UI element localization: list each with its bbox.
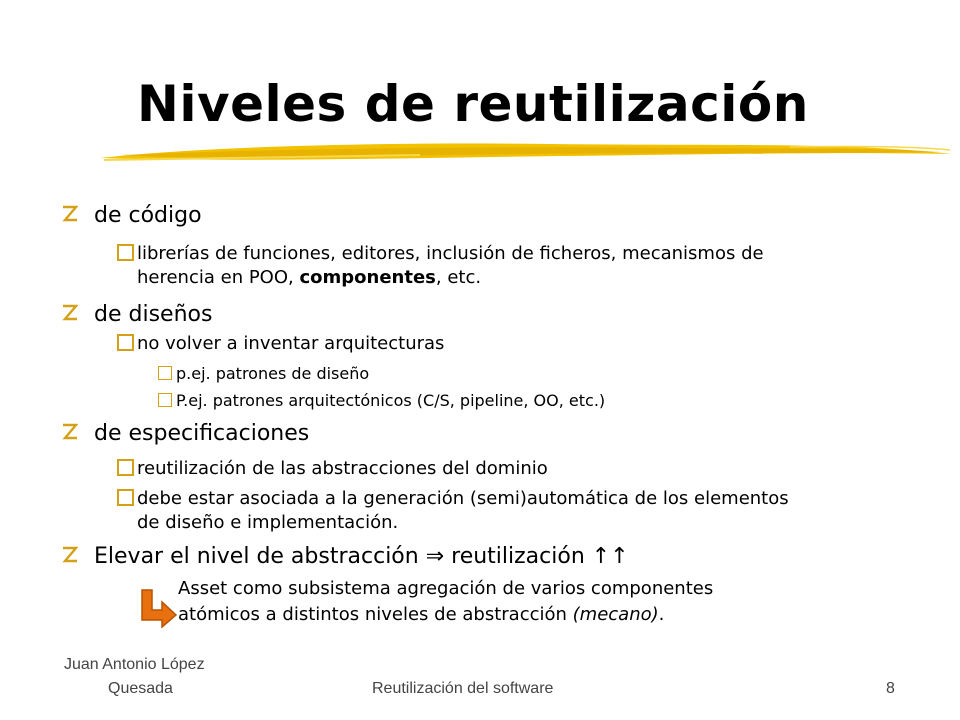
item-label: de diseños	[94, 302, 213, 327]
footer-author-line2: Quesada	[108, 680, 173, 697]
footer-author-line1: Juan Antonio López	[64, 656, 205, 673]
item-label: de especificaciones	[94, 421, 310, 446]
checkbox-bullet-icon	[117, 244, 134, 261]
title-underline-brush	[90, 128, 960, 178]
bullet-z-icon	[62, 304, 78, 322]
sub-item-text: no volver a inventar arquitecturas	[137, 333, 445, 354]
implies-icon: ⇒	[425, 544, 445, 569]
asset-description	[178, 576, 713, 628]
sub-sub-item-text: p.ej. patrones de diseño	[176, 364, 370, 383]
bent-arrow-icon	[140, 588, 178, 628]
asset-line2a: atómicos a distintos niveles de abstracción	[178, 604, 573, 625]
sub-item-line2b: , etc.	[435, 267, 482, 288]
sub-item-line1: librerías de funciones, editores, inclusión de ficheros, mecanismos de	[137, 243, 764, 264]
asset-line2b: .	[658, 604, 665, 625]
footer-page-number: 8	[886, 680, 895, 697]
item-label-b: reutilización	[444, 544, 592, 569]
asset-line1: Asset como subsistema agregación de varios componentes	[178, 578, 714, 599]
checkbox-bullet-icon	[117, 459, 134, 476]
bullet-z-icon	[62, 205, 78, 223]
bullet-z-icon	[62, 423, 78, 441]
bullet-z-icon	[62, 546, 78, 564]
small-checkbox-bullet-icon	[158, 393, 172, 407]
item-label-a: Elevar el nivel de abstracción	[94, 544, 426, 569]
small-checkbox-bullet-icon	[158, 366, 172, 380]
sub-item-line2: de diseño e implementación.	[137, 512, 399, 533]
sub-item-text: reutilización de las abstracciones del dominio	[137, 458, 548, 479]
slide-title: Niveles de reutilización	[137, 75, 809, 133]
sub-sub-item-text: P.ej. patrones arquitectónicos (C/S, pipeline, OO, etc.)	[176, 391, 606, 410]
item-label: de código	[94, 203, 202, 228]
footer-course: Reutilización del software	[372, 680, 554, 697]
sub-item-line2a: herencia en POO,	[137, 267, 300, 288]
bold-componentes: componentes	[299, 267, 436, 288]
sub-item-line1: debe estar asociada a la generación (semi)automática de los elementos	[137, 488, 789, 509]
checkbox-bullet-icon	[117, 489, 134, 506]
double-up-arrow-icon: ↑↑	[591, 544, 629, 569]
checkbox-bullet-icon	[117, 334, 134, 351]
asset-italic-mecano: (mecano)	[572, 604, 659, 625]
